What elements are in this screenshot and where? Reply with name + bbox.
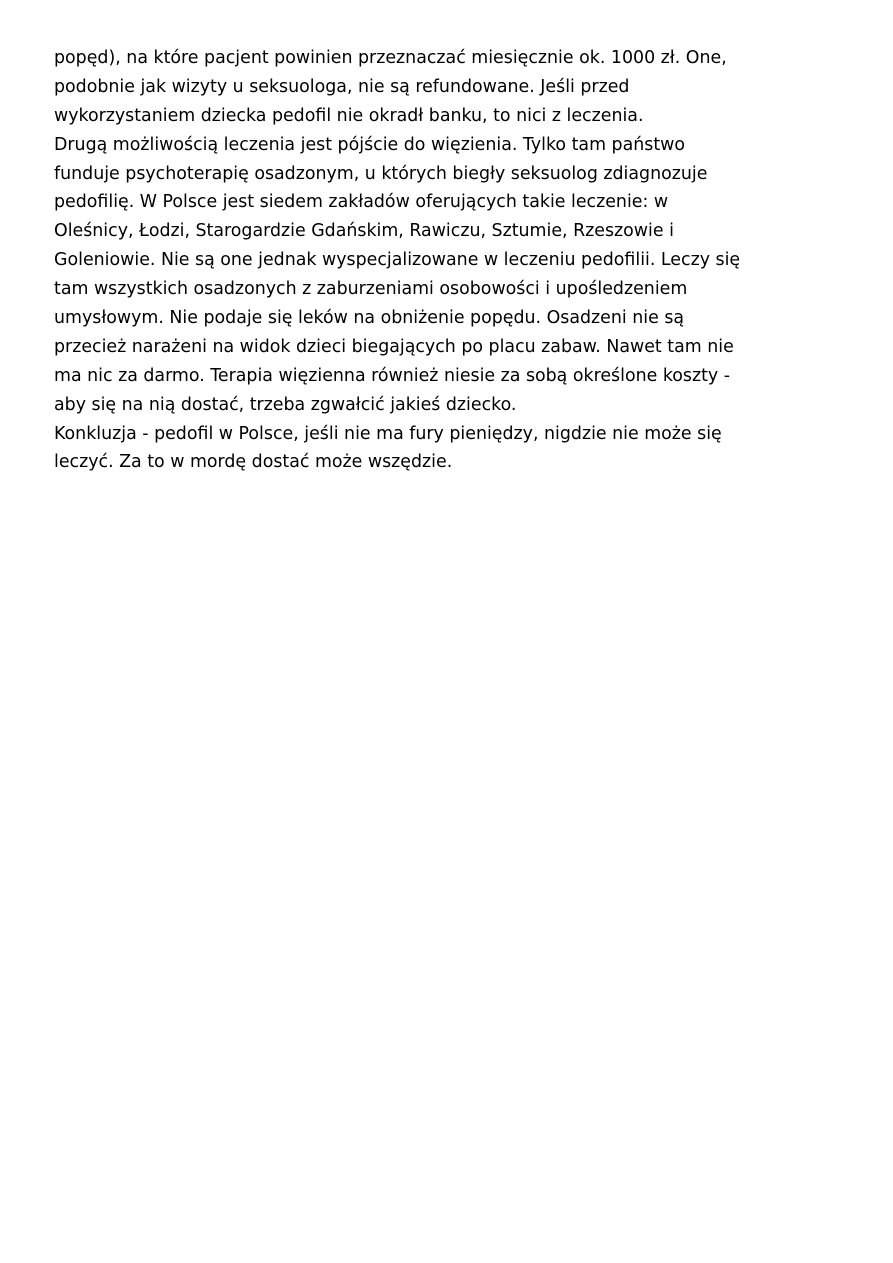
text-line: Konkluzja - pedofil w Polsce, jeśli nie ma fury pieniędzy, nigdzie nie może się: [54, 423, 722, 444]
text-line: Goleniowie. Nie są one jednak wyspecjalizowane w leczeniu pedofilii. Leczy się: [54, 250, 741, 271]
text-line: wykorzystaniem dziecka pedofil nie okradł banku, to nici z leczenia.: [54, 105, 644, 126]
text-line: tam wszystkich osadzonych z zaburzeniami osobowości i upośledzeniem: [54, 279, 688, 300]
text-line: pedofilię. W Polsce jest siedem zakładów oferujących takie leczenie: w: [54, 192, 669, 213]
text-line: popęd), na które pacjent powinien przeznaczać miesięcznie ok. 1000 zł. One,: [54, 48, 727, 68]
text-line: funduje psychoterapię osadzonym, u których biegły seksuolog zdiagnozuje: [54, 163, 708, 184]
text-line: leczyć. Za to w mordę dostać może wszędzie.: [54, 452, 453, 473]
text-line: przecież narażeni na widok dzieci biegających po placu zabaw. Nawet tam nie: [54, 336, 734, 357]
text-line: Drugą możliwością leczenia jest pójście do więzienia. Tylko tam państwo: [54, 134, 685, 155]
text-line: aby się na nią dostać, trzeba zgwałcić jakieś dziecko.: [54, 394, 517, 415]
text-line: ma nic za darmo. Terapia więzienna również niesie za sobą określone koszty -: [54, 365, 731, 386]
text-line: podobnie jak wizyty u seksuologa, nie są refundowane. Jeśli przed: [54, 76, 630, 97]
body-text: [54, 44, 854, 477]
text-line: umysłowym. Nie podaje się leków na obniżenie popędu. Osadzeni nie są: [54, 308, 685, 329]
text-line: Oleśnicy, Łodzi, Starogardzie Gdańskim, Rawiczu, Sztumie, Rzeszowie i: [54, 221, 674, 242]
